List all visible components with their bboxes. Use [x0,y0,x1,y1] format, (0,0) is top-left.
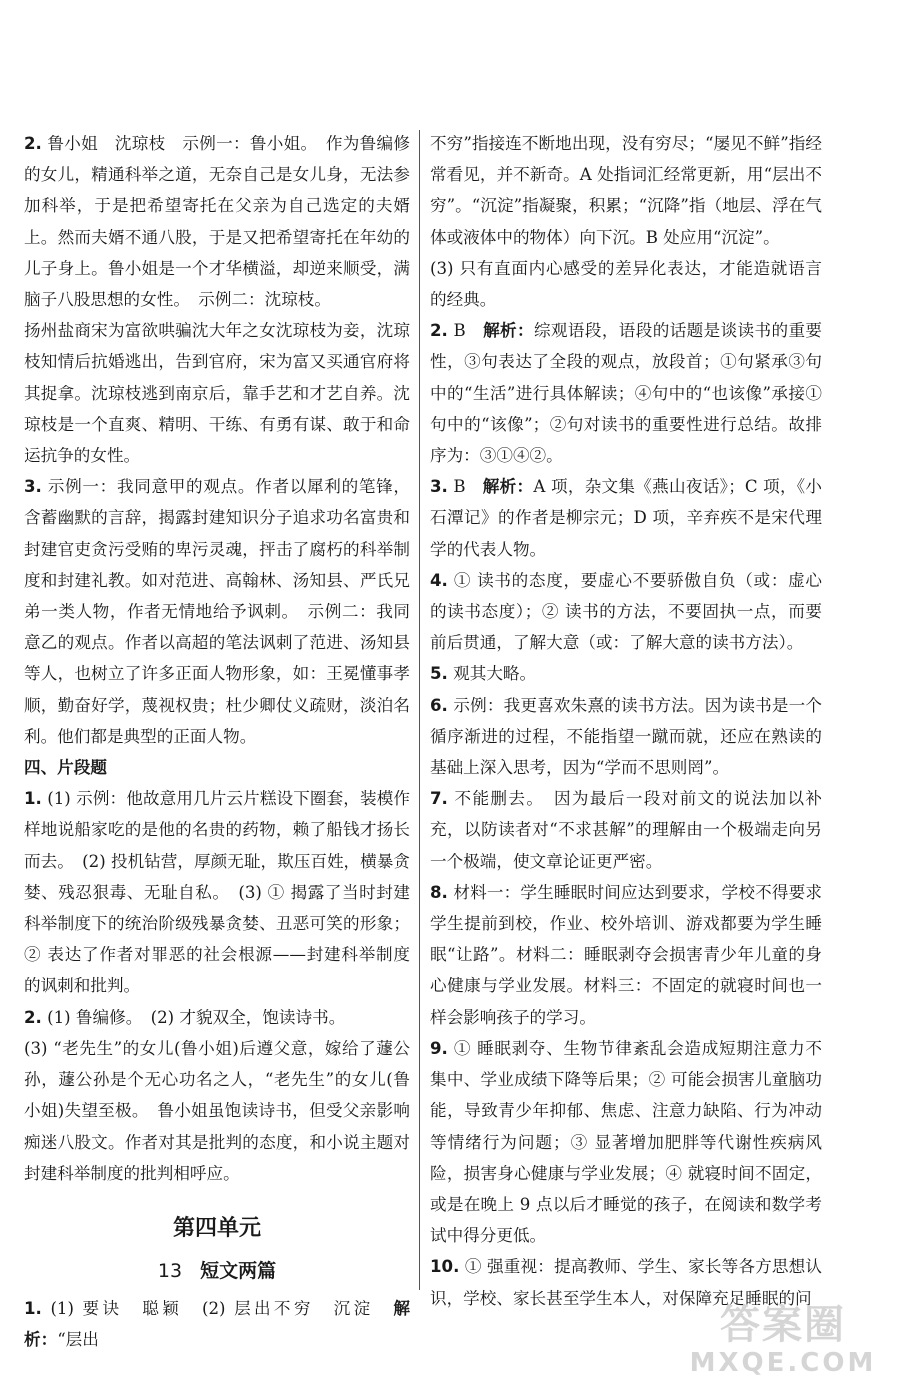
watermark-text: 答案圈 [720,1302,846,1348]
answer-choice: B [453,321,484,341]
answer-text: ① 读书的态度，要虚心不要骄傲自负（或：虚心的读书态度）；② 读书的方法，不要固执一点，而要前后贯通，了解大意（或：了解大意的读书方法）。 [430,570,822,653]
analysis-text: A 项，杂文集《燕山夜话》；C 项，《小石潭记》的作者是柳宗元；D 项，辛弃疾不是宋代理学的代表人物。 [430,477,823,559]
answer-text: (1) 鲁编修。 (2) 才貌双全，饱读诗书。 [47,1007,346,1027]
question-number: 5. [430,664,448,684]
question-number: 4. [430,570,448,590]
answer-1-part-3: (3) 只有直面内心感受的差异化表达，才能造就语言的经典。 [430,258,822,310]
answer-text: 鲁小姐 沈琼枝 示例一：鲁小姐。 作为鲁编修的女儿，精通科举之道，无奈自己是女儿身，无法参加科举，于是把希望寄托在父亲为自己选定的夫婿上。然而夫婿不通八股，于是又把希望寄托在年幼的儿子身上。鲁小姐是一个才华横溢，却逆来顺受，满脑子八股思想的女性。 示例二：沈琼枝。 [24,134,410,310]
analysis-label: 解析： [24,1298,410,1350]
answer-2 [24,128,410,315]
watermark-url: MXQE.COM [689,1348,877,1378]
answer-choice: B [453,477,483,497]
question-number: 2. [24,1007,42,1027]
question-number: 3. [430,477,448,497]
left-column [24,128,410,1355]
answer-text: 观其大略。 [453,664,537,684]
analysis-text: “层出 [57,1330,99,1350]
answer-9 [430,1033,822,1251]
answer-text: 材料一：学生睡眠时间应达到要求，学校不得要求学生提前到校，作业、校外培训、游戏都要为学生睡眠“让路”。材料二：睡眠剥夺会损害青少年儿童的身心健康与学业发展。材料三：不固定的就寝时间也一样会影响孩子的学习。 [430,882,822,1027]
answer-8 [430,877,822,1033]
answer-text: (1) 示例：他故意用几片云片糕设下圈套，装模作样地说船家吃的是他的名贵的药物，赖了船钱才扬长而去。 (2) 投机钻营，厚颜无耻，欺压百姓，横暴贪婪、残忍狠毒、无耻自私。 (3) ① 揭露了当时封建科举制度下的统治阶级残暴贪婪、丑恶可笑的形象；② 表达了作者对罪恶的社会根源——封建科举制度的讽刺和批判。 [24,789,411,996]
answer-2-continued: 扬州盐商宋为富欲哄骗沈大年之女沈琼枝为妾，沈琼枝知情后抗婚逃出，告到官府，宋为富又买通官府将其捉拿。沈琼枝逃到南京后，靠手艺和才艺自养。沈琼枝是一个直爽、精明、干练、有勇有谋、敢于和命运抗争的女性。 [24,321,410,466]
analysis-label: 解析： [483,321,534,341]
answer-text: ① 睡眠剥夺、生物节律紊乱会造成短期注意力不集中、学业成绩下降等后果；② 可能会损害儿童脑功能，导致青少年抑郁、焦虑、注意力缺陷、行为冲动等情绪行为问题；③ 显著增加肥胖等代谢性疾病风险，损害身心健康与学业发展；④ 就寝时间不固定，或是在晚上 9 点以后才睡觉的孩子，在阅读和数学考试中得分更低。 [430,1038,822,1246]
answer-3 [24,471,410,752]
answer-text: (1) 要诀 聪颖 (2) 层出不穷 沉淀 [50,1298,394,1318]
answer-text: 不能删去。 因为最后一段对前文的说法加以补充，以防读者对“不求甚解”的理解由一个极端走向另一个极端，使文章论证更严密。 [430,789,823,871]
answer-text: 示例：我更喜欢朱熹的读书方法。因为读书是一个循序渐进的过程，不能指望一蹴而就，还应在熟读的基础上深入思考，因为“学而不思则罔”。 [430,695,822,778]
question-number: 9. [430,1038,448,1058]
analysis-text: 综观语段，语段的话题是谈读书的重要性，③句表达了全段的观点，放段首；①句紧承③句中的“生活”进行具体解读；④句中的“也该像”承接①句中的“该像”；②句对读书的重要性进行总结。故排序为：③①④②。 [430,321,823,466]
lesson-number: 13 [157,1259,183,1282]
lesson-name: 短文两篇 [200,1259,277,1282]
section-heading: 四、片段题 [24,758,107,778]
lesson-answer-1 [24,1293,410,1355]
answer-6 [430,690,822,784]
answer-2 [430,315,822,471]
question-number: 1. [24,1298,42,1318]
question-number: 6. [430,695,448,715]
watermark-logo [678,1302,888,1382]
answer-5 [430,658,822,689]
right-column [430,128,822,1314]
answer-3 [430,471,822,565]
answer-text: ① 强重视：提高教师、学生、家长等各方思想认识，学校、家长甚至学生本人，对保障充足睡眠的问 [430,1257,822,1308]
question-number: 2. [24,134,42,153]
answer-4 [430,565,822,659]
question-number: 8. [430,882,448,902]
question-number: 2. [430,321,448,341]
fragment-answer-2 [24,1002,410,1033]
answer-7 [430,783,822,877]
analysis-label: 解析： [482,477,534,497]
question-number: 7. [430,789,448,809]
answer-text: 示例一：我同意甲的观点。作者以犀利的笔锋，含蓄幽默的言辞，揭露封建知识分子追求功名富贵和封建官吏贪污受贿的卑污灵魂，抨击了腐朽的科举制度和封建礼教。如对范进、高翰林、汤知县、严氏兄弟一类人物，作者无情地给予讽刺。 示例二：我同意乙的观点。作者以高超的笔法讽刺了范进、汤知县等人，也树立了许多正面人物形象，如：王冕懂事孝顺，勤奋好学，蔑视权贵；杜少卿仗义疏财，淡泊名利。他们都是典型的正面人物。 [24,477,411,746]
question-number: 3. [24,477,42,497]
answer-1-continued: 不穷”指接连不断地出现，没有穷尽；“屡见不鲜”指经常看见，并不新奇。A 处指词汇经常更新，用“层出不穷”。“沉淀”指凝聚，积累；“沉降”指（地层、浮在气体或液体中的物体）向下沉。B 处应用“沉淀”。 [430,134,822,247]
question-number: 10. [430,1257,460,1277]
question-number: 1. [24,789,42,809]
unit-title: 第四单元 [172,1215,261,1241]
fragment-answer-2-continued: (3) “老先生”的女儿(鲁小姐)后遵父意，嫁给了蘧公孙，蘧公孙是个无心功名之人，“老先生”的女儿(鲁小姐)失望至极。 鲁小姐虽饱读诗书，但受父亲影响痴迷八股文。作者对其是批判的态度，和小说主题对封建科举制度的批判相呼应。 [24,1038,410,1183]
lesson-title [24,1251,410,1291]
column-divider [419,130,420,1290]
fragment-answer-1 [24,783,410,1001]
